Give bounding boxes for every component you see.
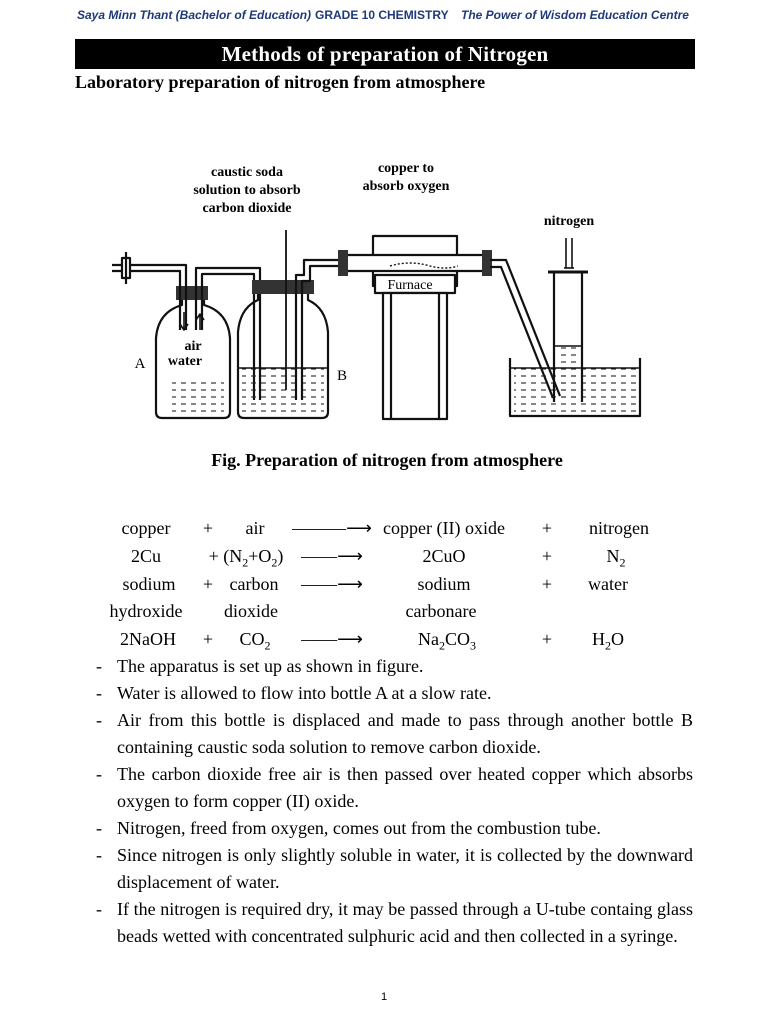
eq3-arrow: ——⟶ <box>301 574 363 594</box>
eq1-plus1: + <box>202 518 214 538</box>
procedure-step-text: Air from this bottle is displaced and made to pass through another bottle B containing caustic soda solution to remove carbon dioxide. <box>117 710 693 757</box>
label-air: air <box>184 339 202 354</box>
label-furnace: Furnace <box>387 278 433 293</box>
eq1-product2: nitrogen <box>589 518 649 538</box>
eq5-plus2: + <box>541 629 553 649</box>
eq5-product1: $Na_2CO_3$ <box>417 629 477 653</box>
label-caustic-1: caustic soda <box>211 165 283 180</box>
page-number: 1 <box>380 991 388 1003</box>
section-title: Methods of preparation of Nitrogen <box>75 39 695 69</box>
procedure-step-text: The carbon dioxide free air is then passed over heated copper which absorbs oxygen to form copper (II) oxide. <box>117 764 693 811</box>
label-nitrogen: nitrogen <box>543 214 595 229</box>
figure-caption: Fig. Preparation of nitrogen from atmosphere <box>211 450 563 470</box>
label-water: water <box>167 354 203 369</box>
eq4-reactant1-cont: hydroxide <box>109 601 183 621</box>
eq2-reactant1: 2Cu <box>130 546 162 566</box>
eq4-reactant2-cont: dioxide <box>224 601 278 621</box>
label-bottle-b: B <box>336 368 348 384</box>
furnace-stand <box>383 293 447 419</box>
procedure-step-text: Since nitrogen is only slightly soluble in water, it is collected by the downward displacement of water. <box>117 845 693 892</box>
eq5-product2: $H_2O$ <box>592 629 624 653</box>
procedure-step <box>96 842 693 896</box>
label-copper-2: absorb oxygen <box>362 179 450 194</box>
gas-jar-water <box>557 346 579 400</box>
eq1-product1: copper (II) oxide <box>383 518 505 538</box>
eq1-reactant2: air <box>245 518 265 538</box>
label-bottle-a: A <box>134 356 146 372</box>
label-copper-1: copper to <box>377 161 435 176</box>
eq3-reactant1: sodium <box>122 574 176 594</box>
procedure-step <box>96 707 693 761</box>
eq5-reactant1: 2NaOH <box>120 629 176 649</box>
bullet-dash: - <box>96 845 102 865</box>
header-centre: The Power of Wisdom Education Centre <box>461 8 689 22</box>
eq1-reactant1: copper <box>121 518 171 538</box>
procedure-step <box>96 815 693 842</box>
procedure-step-text: Water is allowed to flow into bottle A at a slow rate. <box>117 683 492 703</box>
apparatus-diagram <box>90 100 690 505</box>
page-header <box>0 6 768 24</box>
header-grade: GRADE 10 CHEMISTRY <box>315 8 449 22</box>
apparatus-figure <box>90 100 690 505</box>
section-subtitle: Laboratory preparation of nitrogen from atmosphere <box>75 72 486 92</box>
procedure-step <box>96 680 693 707</box>
label-caustic-3: carbon dioxide <box>202 201 292 216</box>
eq2-reactant2: + $(N_2+O_2)$ <box>208 546 284 570</box>
eq5-reactant2: $CO_2$ <box>239 629 271 653</box>
eq5-arrow: ——⟶ <box>301 629 363 649</box>
eq1-arrow: ———⟶ <box>292 518 372 538</box>
label-caustic-2: solution to absorb <box>193 183 301 198</box>
procedure-step-text: Nitrogen, freed from oxygen, comes out from the combustion tube. <box>117 818 601 838</box>
bullet-dash: - <box>96 764 102 784</box>
bottle-b-solution <box>242 368 324 414</box>
procedure-step-text: If the nitrogen is required dry, it may be passed through a U-tube containg glass beads wetted with concentrated sulphuric acid and then collected in a syringe. <box>117 899 693 946</box>
eq3-product2: water <box>588 574 628 594</box>
bullet-dash: - <box>96 683 102 703</box>
bullet-dash: - <box>96 818 102 838</box>
eq1-plus2: + <box>541 518 553 538</box>
eq2-arrow: ——⟶ <box>301 546 363 566</box>
eq3-product1: sodium <box>417 574 471 594</box>
procedure-step <box>96 761 693 815</box>
procedure-step-text: The apparatus is set up as shown in figure. <box>117 656 424 676</box>
bullet-dash: - <box>96 899 102 919</box>
eq2-product2: $N_2$ <box>606 546 626 570</box>
procedure-step <box>96 896 693 950</box>
bottle-a-water <box>172 378 224 414</box>
eq2-product1: 2CuO <box>422 546 466 566</box>
procedure-step <box>96 653 693 680</box>
bullet-dash: - <box>96 656 102 676</box>
header-author: Saya Minn Thant (Bachelor of Education) <box>77 8 312 22</box>
eq3-plus2: + <box>541 574 553 594</box>
eq2-plus2: + <box>541 546 553 566</box>
bullet-dash: - <box>96 710 102 730</box>
eq4-product1-cont: carbonare <box>405 601 477 621</box>
procedure-list <box>96 653 693 950</box>
eq3-reactant2: carbon <box>229 574 279 594</box>
eq5-plus1: + <box>202 629 214 649</box>
eq3-plus1: + <box>202 574 214 594</box>
